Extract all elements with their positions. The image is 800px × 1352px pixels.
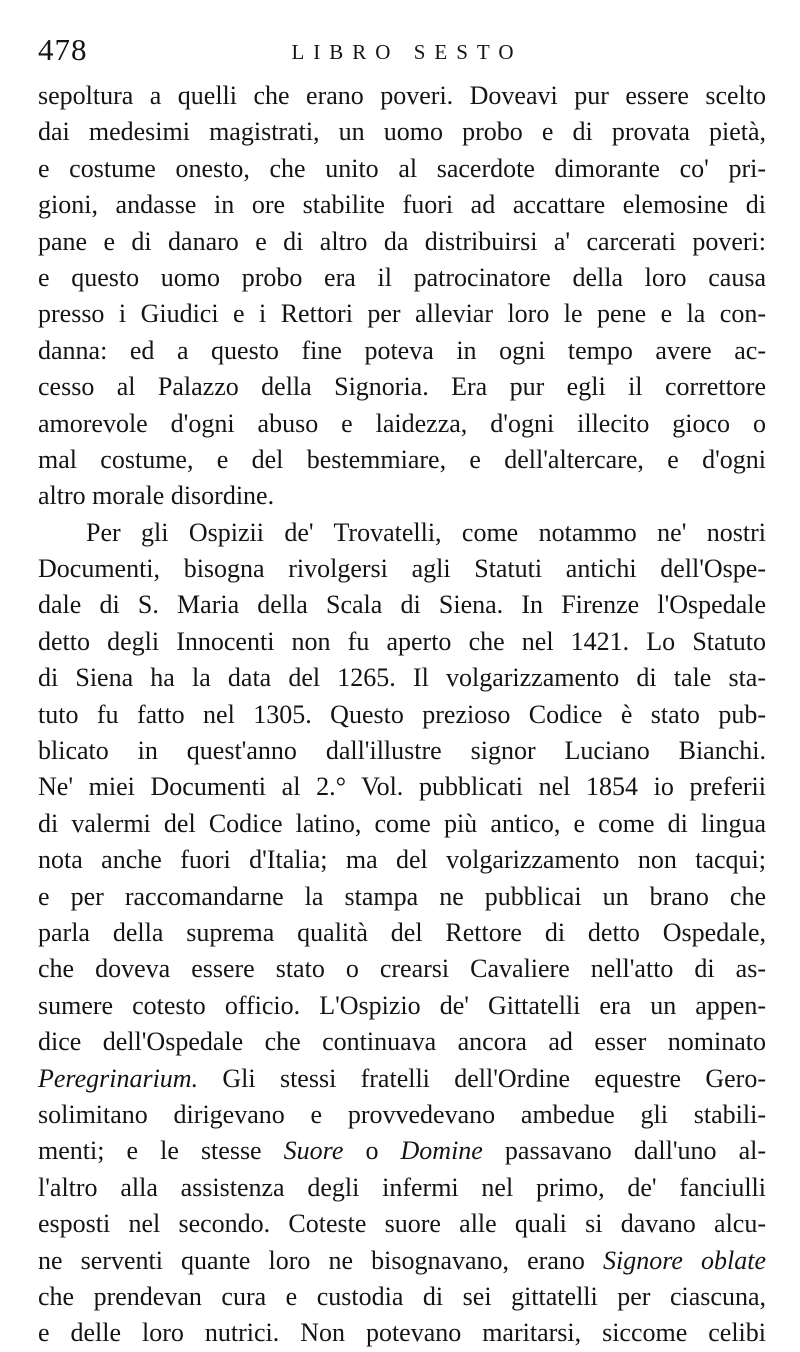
- text-line: che doveva essere stato o crearsi Cavaliere nell'atto di as-: [38, 954, 766, 984]
- italic-term: Peregrinarium.: [38, 1063, 199, 1093]
- text-line: mal costume, e del bestemmiare, e dell'altercare, e d'ogni: [38, 444, 766, 474]
- text-line: amorevole d'ogni abuso e laidezza, d'ogni illecito gioco o: [38, 408, 766, 438]
- italic-term: Suore: [283, 1136, 344, 1166]
- text-line: parla della suprema qualità del Rettore di detto Ospedale,: [38, 917, 766, 947]
- text-line: solimitano dirigevano e provvedevano ambedue gli stabili-: [38, 1099, 766, 1129]
- text-line: esposti nel secondo. Coteste suore alle quali si davano alcu-: [38, 1209, 766, 1239]
- text-line: Ne' miei Documenti al 2.° Vol. pubblicati nel 1854 io preferii: [38, 772, 766, 802]
- text-line: blicato in quest'anno dall'illustre signor Luciano Bianchi.: [38, 736, 766, 766]
- text-line: sepoltura a quelli che erano poveri. Doveavi pur essere scelto: [38, 81, 766, 110]
- text-line: e costume onesto, che unito al sacerdote dimorante co' pri-: [38, 153, 766, 183]
- text-line: pane e di danaro e di altro da distribuirsi a' carcerati poveri:: [38, 226, 766, 256]
- text-line: Peregrinarium. Gli stessi fratelli dell'Ordine equestre Gero-: [38, 1063, 766, 1093]
- text-line: ne serventi quante loro ne bisognavano, erano Signore oblate: [38, 1245, 766, 1275]
- paragraph-end-line: altro morale disordine.: [38, 481, 275, 511]
- italic-term: Domine: [400, 1136, 483, 1166]
- text-line: che prendevan cura e custodia di sei gittatelli per ciascuna,: [38, 1281, 766, 1311]
- text-line: dai medesimi magistrati, un uomo probo e di provata pietà,: [38, 117, 766, 147]
- text-line: gioni, andasse in ore stabilite fuori ad accattare elemosine di: [38, 190, 766, 220]
- text-line: danna: ed a questo fine poteva in ogni tempo avere ac-: [38, 335, 766, 365]
- text-line: e delle loro nutrici. Non potevano maritarsi, siccome celibi: [38, 1318, 766, 1348]
- text-line: e per raccomandarne la stampa ne pubblicai un brano che: [38, 881, 766, 911]
- text-line: detto degli Innocenti non fu aperto che nel 1421. Lo Statuto: [38, 626, 766, 656]
- text-line: di Siena ha la data del 1265. Il volgarizzamento di tale sta-: [38, 663, 766, 693]
- text-line: sumere cotesto officio. L'Ospizio de' Gittatelli era un appen-: [38, 990, 766, 1020]
- text-line: di valermi del Codice latino, come più antico, e come di lingua: [38, 808, 766, 838]
- paragraph-start-line: Per gli Ospizii de' Trovatelli, come notammo ne' nostri: [86, 517, 766, 547]
- body-text: [38, 78, 766, 1352]
- text-line: dale di S. Maria della Scala di Siena. In Firenze l'Ospedale: [38, 590, 766, 620]
- text-line: e questo uomo probo era il patrocinatore della loro causa: [38, 262, 766, 292]
- page-header: [0, 30, 800, 70]
- text-line: presso i Giudici e i Rettori per alleviar loro le pene e la con-: [38, 299, 766, 329]
- page-number: 478: [38, 32, 88, 67]
- text-line: l'altro alla assistenza degli infermi nel primo, de' fanciulli: [38, 1172, 766, 1202]
- text-line: Documenti, bisogna rivolgersi agli Statuti antichi dell'Ospe-: [38, 554, 766, 584]
- text-line: cesso al Palazzo della Signoria. Era pur egli il correttore: [38, 372, 766, 402]
- text-line: dice dell'Ospedale che continuava ancora ad esser nominato: [38, 1027, 766, 1057]
- text-line: tuto fu fatto nel 1305. Questo prezioso Codice è stato pub-: [38, 699, 766, 729]
- italic-term: Signore oblate: [602, 1245, 766, 1275]
- text-line: nota anche fuori d'Italia; ma del volgarizzamento non tacqui;: [38, 845, 766, 875]
- running-head: LIBRO SESTO: [291, 40, 523, 64]
- text-line: menti; e le stesse Suore o Domine passavano dall'uno al-: [38, 1136, 766, 1166]
